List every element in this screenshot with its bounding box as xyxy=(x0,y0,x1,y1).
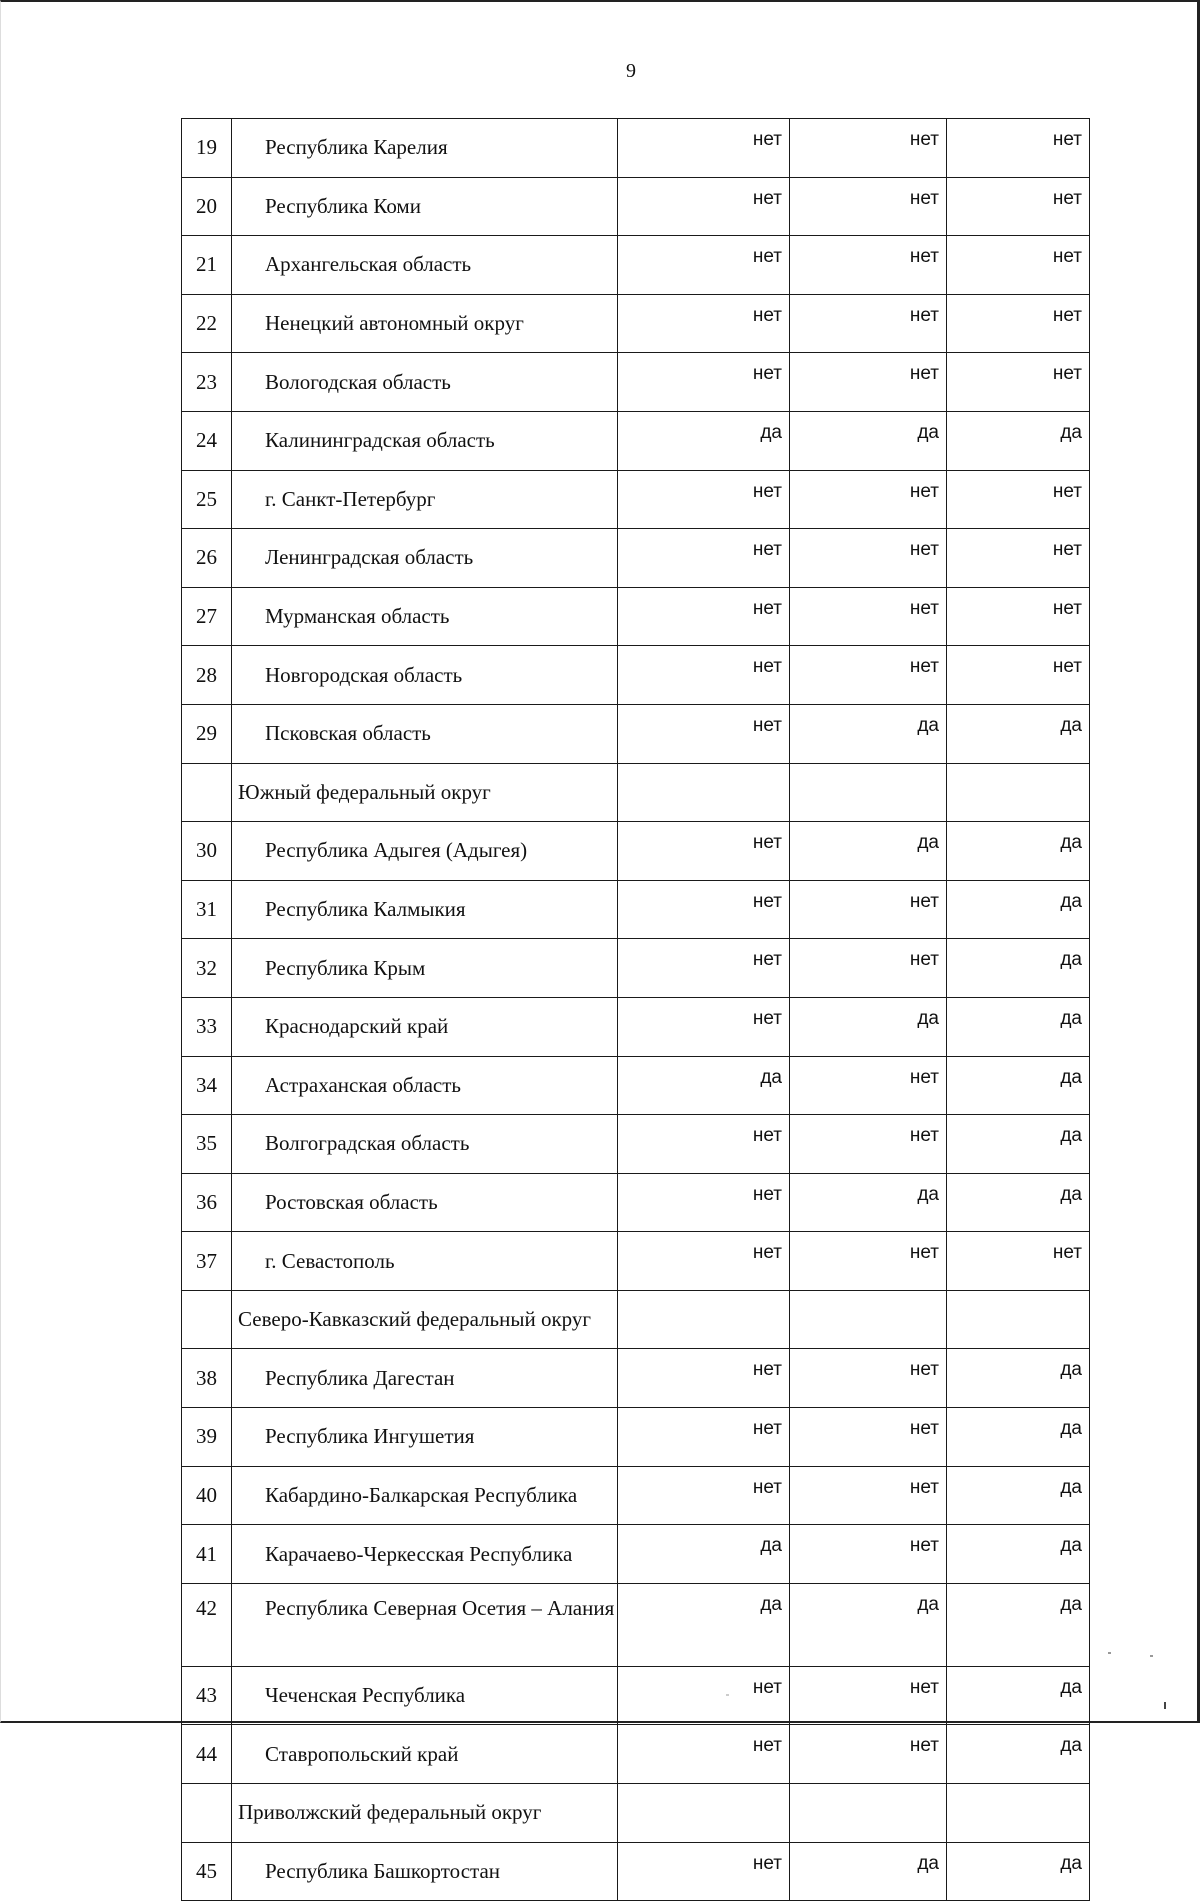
federal-district-row xyxy=(182,1290,1090,1349)
row-number-cell xyxy=(182,1290,232,1349)
row-number-cell: 40 xyxy=(182,1466,232,1525)
table-row xyxy=(182,587,1090,646)
value-cell-a xyxy=(618,1290,790,1349)
value-cell-c: нет xyxy=(947,1232,1090,1291)
value-cell-a: нет xyxy=(618,1115,790,1174)
table-row xyxy=(182,1408,1090,1467)
table-row xyxy=(182,236,1090,295)
value-cell-a: нет xyxy=(618,1408,790,1467)
region-name-cell: г. Севастополь xyxy=(232,1232,618,1291)
table-row xyxy=(182,880,1090,939)
value-cell-b: да xyxy=(790,1173,947,1232)
regions-table xyxy=(181,118,1090,1901)
value-cell-b: нет xyxy=(790,1349,947,1408)
value-cell-b: нет xyxy=(790,177,947,236)
value-cell-c: да xyxy=(947,1666,1090,1725)
table-row xyxy=(182,1466,1090,1525)
region-name-cell: Волгоградская область xyxy=(232,1115,618,1174)
table-row xyxy=(182,119,1090,178)
district-name-cell: Приволжский федеральный округ xyxy=(232,1784,618,1843)
district-name-cell: Северо-Кавказский федеральный округ xyxy=(232,1290,618,1349)
value-cell-c: да xyxy=(947,1056,1090,1115)
value-cell-c: да xyxy=(947,1115,1090,1174)
scan-noise xyxy=(1150,1655,1153,1657)
row-number-cell: 31 xyxy=(182,880,232,939)
row-number-cell: 19 xyxy=(182,119,232,178)
value-cell-a: нет xyxy=(618,529,790,588)
region-name-cell: Краснодарский край xyxy=(232,997,618,1056)
value-cell-b: нет xyxy=(790,1115,947,1174)
value-cell-a: нет xyxy=(618,1349,790,1408)
row-number-cell: 35 xyxy=(182,1115,232,1174)
value-cell-c: да xyxy=(947,1408,1090,1467)
value-cell-b: да xyxy=(790,822,947,881)
value-cell-b: да xyxy=(790,997,947,1056)
region-name-cell: Республика Северная Осетия – Алания xyxy=(232,1583,618,1666)
value-cell-b xyxy=(790,1784,947,1843)
table-row xyxy=(182,1525,1090,1584)
region-name-cell: Ненецкий автономный округ xyxy=(232,294,618,353)
value-cell-a: нет xyxy=(618,119,790,178)
region-name-cell: Республика Адыгея (Адыгея) xyxy=(232,822,618,881)
table-row xyxy=(182,1842,1090,1901)
row-number-cell: 24 xyxy=(182,411,232,470)
page-number: 9 xyxy=(626,60,636,82)
region-name-cell: Псковская область xyxy=(232,704,618,763)
row-number-cell xyxy=(182,763,232,822)
value-cell-c: да xyxy=(947,880,1090,939)
federal-district-row xyxy=(182,763,1090,822)
region-name-cell: Республика Карелия xyxy=(232,119,618,178)
value-cell-c: да xyxy=(947,1842,1090,1901)
row-number-cell: 41 xyxy=(182,1525,232,1584)
region-name-cell: Ростовская область xyxy=(232,1173,618,1232)
value-cell-b xyxy=(790,763,947,822)
row-number-cell: 20 xyxy=(182,177,232,236)
region-name-cell: Ленинградская область xyxy=(232,529,618,588)
value-cell-a: да xyxy=(618,411,790,470)
value-cell-a: нет xyxy=(618,1725,790,1784)
value-cell-a: нет xyxy=(618,646,790,705)
table-row xyxy=(182,177,1090,236)
row-number-cell: 28 xyxy=(182,646,232,705)
region-name-cell: Республика Башкортостан xyxy=(232,1842,618,1901)
value-cell-c: нет xyxy=(947,353,1090,412)
row-number-cell: 25 xyxy=(182,470,232,529)
value-cell-a: нет xyxy=(618,470,790,529)
table-row xyxy=(182,997,1090,1056)
value-cell-b: нет xyxy=(790,470,947,529)
value-cell-b: нет xyxy=(790,294,947,353)
region-name-cell: Республика Ингушетия xyxy=(232,1408,618,1467)
region-name-cell: Ставропольский край xyxy=(232,1725,618,1784)
row-number-cell: 23 xyxy=(182,353,232,412)
row-number-cell: 42 xyxy=(182,1583,232,1666)
value-cell-b: да xyxy=(790,1842,947,1901)
value-cell-c: да xyxy=(947,1173,1090,1232)
value-cell-b: нет xyxy=(790,646,947,705)
value-cell-a xyxy=(618,763,790,822)
value-cell-c xyxy=(947,763,1090,822)
value-cell-b: нет xyxy=(790,1666,947,1725)
federal-district-row xyxy=(182,1784,1090,1843)
region-name-cell: Республика Коми xyxy=(232,177,618,236)
row-number-cell: 43 xyxy=(182,1666,232,1725)
value-cell-c: да xyxy=(947,1583,1090,1666)
region-name-cell: Архангельская область xyxy=(232,236,618,295)
value-cell-a: да xyxy=(618,1583,790,1666)
row-number-cell xyxy=(182,1784,232,1843)
value-cell-b: нет xyxy=(790,1466,947,1525)
value-cell-a: нет xyxy=(618,1842,790,1901)
table-row xyxy=(182,822,1090,881)
value-cell-b: нет xyxy=(790,1725,947,1784)
row-number-cell: 44 xyxy=(182,1725,232,1784)
row-number-cell: 33 xyxy=(182,997,232,1056)
value-cell-b: нет xyxy=(790,236,947,295)
table-row xyxy=(182,529,1090,588)
value-cell-a: нет xyxy=(618,880,790,939)
value-cell-a: да xyxy=(618,1525,790,1584)
value-cell-b: нет xyxy=(790,1232,947,1291)
value-cell-a: нет xyxy=(618,939,790,998)
row-number-cell: 21 xyxy=(182,236,232,295)
table-row xyxy=(182,470,1090,529)
district-name-cell: Южный федеральный округ xyxy=(232,763,618,822)
value-cell-b: нет xyxy=(790,880,947,939)
value-cell-b xyxy=(790,1290,947,1349)
table-row xyxy=(182,1056,1090,1115)
region-name-cell: Мурманская область xyxy=(232,587,618,646)
value-cell-a: нет xyxy=(618,587,790,646)
row-number-cell: 45 xyxy=(182,1842,232,1901)
value-cell-c: да xyxy=(947,1349,1090,1408)
scan-noise xyxy=(1108,1652,1111,1654)
value-cell-a: нет xyxy=(618,294,790,353)
value-cell-b: нет xyxy=(790,1056,947,1115)
value-cell-a: нет xyxy=(618,1173,790,1232)
value-cell-b: да xyxy=(790,704,947,763)
row-number-cell: 30 xyxy=(182,822,232,881)
region-name-cell: г. Санкт-Петербург xyxy=(232,470,618,529)
table-row xyxy=(182,939,1090,998)
value-cell-c: да xyxy=(947,822,1090,881)
row-number-cell: 29 xyxy=(182,704,232,763)
value-cell-c: нет xyxy=(947,470,1090,529)
value-cell-c: нет xyxy=(947,119,1090,178)
table-row xyxy=(182,1232,1090,1291)
region-name-cell: Астраханская область xyxy=(232,1056,618,1115)
value-cell-a: да xyxy=(618,1056,790,1115)
region-name-cell: Вологодская область xyxy=(232,353,618,412)
value-cell-c: нет xyxy=(947,294,1090,353)
region-name-cell: Калининградская область xyxy=(232,411,618,470)
value-cell-b: нет xyxy=(790,529,947,588)
row-number-cell: 32 xyxy=(182,939,232,998)
value-cell-c: да xyxy=(947,1725,1090,1784)
table-row xyxy=(182,294,1090,353)
value-cell-a: нет xyxy=(618,353,790,412)
region-name-cell: Республика Дагестан xyxy=(232,1349,618,1408)
value-cell-c: да xyxy=(947,939,1090,998)
region-name-cell: Республика Крым xyxy=(232,939,618,998)
value-cell-a: нет xyxy=(618,1466,790,1525)
value-cell-c: нет xyxy=(947,646,1090,705)
regions-table-body xyxy=(182,119,1090,1901)
value-cell-a: нет xyxy=(618,1232,790,1291)
row-number-cell: 22 xyxy=(182,294,232,353)
value-cell-a: нет xyxy=(618,1666,790,1725)
value-cell-b: нет xyxy=(790,939,947,998)
value-cell-b: нет xyxy=(790,119,947,178)
row-number-cell: 39 xyxy=(182,1408,232,1467)
value-cell-b: нет xyxy=(790,1408,947,1467)
region-name-cell: Карачаево-Черкесская Республика xyxy=(232,1525,618,1584)
value-cell-b: нет xyxy=(790,1525,947,1584)
region-name-cell: Кабардино-Балкарская Республика xyxy=(232,1466,618,1525)
value-cell-c: да xyxy=(947,997,1090,1056)
row-number-cell: 38 xyxy=(182,1349,232,1408)
scan-noise xyxy=(1164,1702,1166,1709)
row-number-cell: 27 xyxy=(182,587,232,646)
row-number-cell: 26 xyxy=(182,529,232,588)
table-row xyxy=(182,1666,1090,1725)
value-cell-c: да xyxy=(947,704,1090,763)
table-row xyxy=(182,1173,1090,1232)
table-row xyxy=(182,1725,1090,1784)
row-number-cell: 34 xyxy=(182,1056,232,1115)
region-name-cell: Чеченская Республика xyxy=(232,1666,618,1725)
row-number-cell: 37 xyxy=(182,1232,232,1291)
value-cell-a: нет xyxy=(618,822,790,881)
value-cell-b: да xyxy=(790,1583,947,1666)
row-number-cell: 36 xyxy=(182,1173,232,1232)
value-cell-c xyxy=(947,1784,1090,1843)
table-row xyxy=(182,646,1090,705)
value-cell-c xyxy=(947,1290,1090,1349)
value-cell-c: да xyxy=(947,411,1090,470)
region-name-cell: Республика Калмыкия xyxy=(232,880,618,939)
table-row xyxy=(182,411,1090,470)
value-cell-a xyxy=(618,1784,790,1843)
value-cell-b: да xyxy=(790,411,947,470)
region-name-cell: Новгородская область xyxy=(232,646,618,705)
scan-noise xyxy=(726,1694,729,1696)
value-cell-c: да xyxy=(947,1525,1090,1584)
table-row xyxy=(182,1583,1090,1666)
value-cell-c: нет xyxy=(947,236,1090,295)
table-row xyxy=(182,704,1090,763)
value-cell-b: нет xyxy=(790,587,947,646)
value-cell-a: нет xyxy=(618,704,790,763)
table-row xyxy=(182,1115,1090,1174)
value-cell-c: нет xyxy=(947,587,1090,646)
value-cell-c: нет xyxy=(947,529,1090,588)
value-cell-c: да xyxy=(947,1466,1090,1525)
table-row xyxy=(182,353,1090,412)
value-cell-a: нет xyxy=(618,236,790,295)
value-cell-a: нет xyxy=(618,997,790,1056)
table-row xyxy=(182,1349,1090,1408)
value-cell-b: нет xyxy=(790,353,947,412)
value-cell-a: нет xyxy=(618,177,790,236)
value-cell-c: нет xyxy=(947,177,1090,236)
